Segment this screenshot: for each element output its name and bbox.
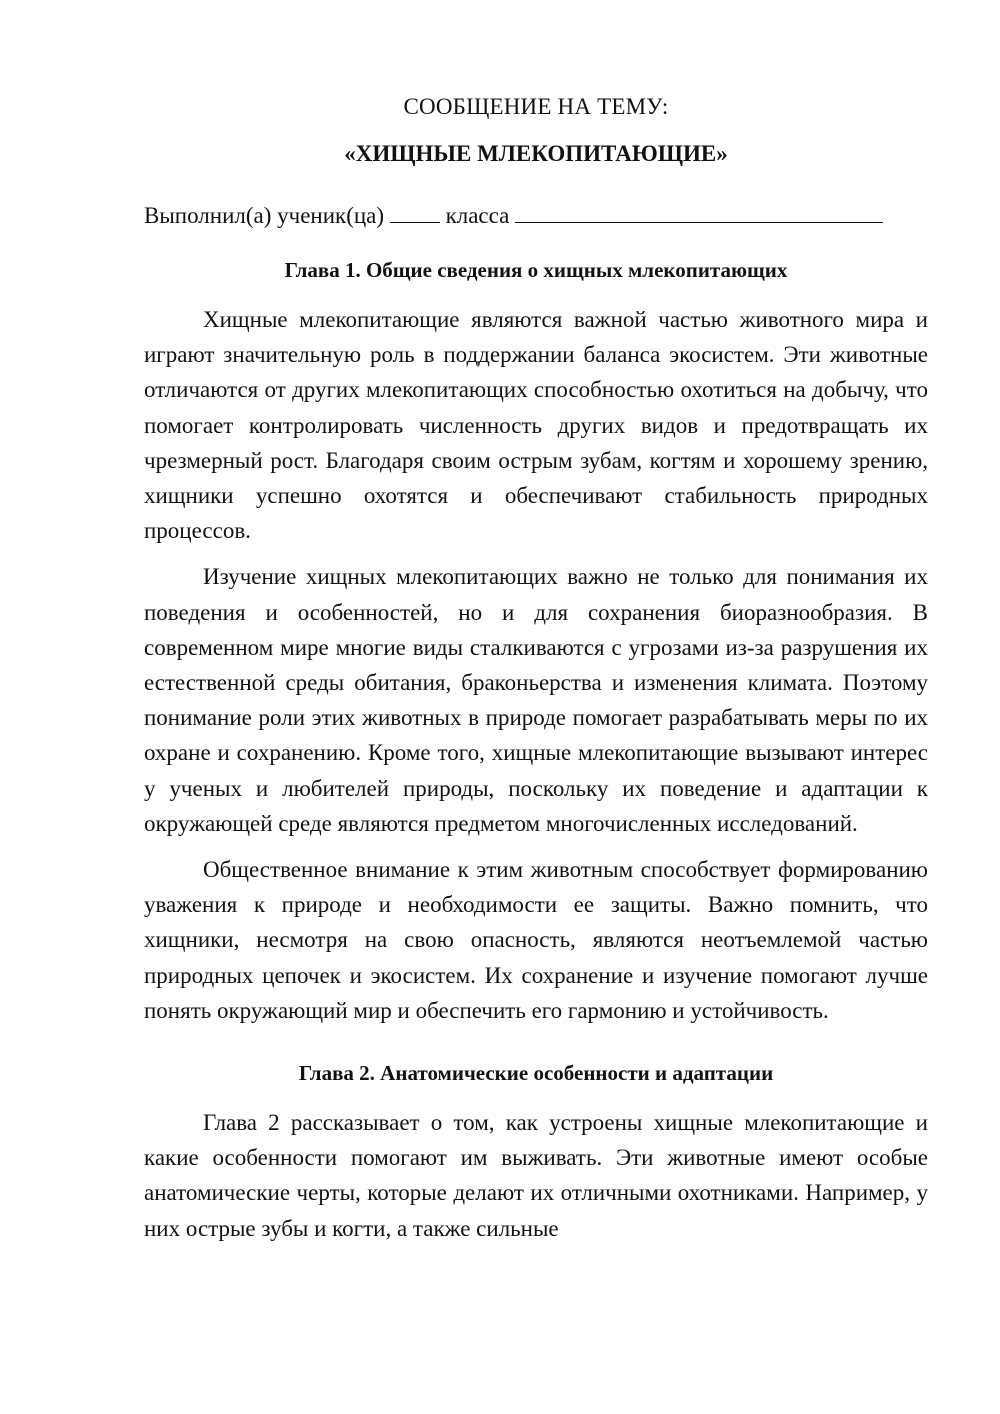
document-body — [144, 92, 928, 1246]
chapter-2-heading: Глава 2. Анатомические особенности и адаптации — [298, 1061, 774, 1086]
author-prefix: Выполнил(а) ученик(ца) — [144, 203, 385, 228]
chapter-1-heading: Глава 1. Общие сведения о хищных млекопитающих — [284, 258, 788, 282]
chapter-2-paragraph-1: Глава 2 рассказывает о том, как устроены хищные млекопитающие и какие особенности помогают им выживать. Эти животные имеют особые анатомические черты, которые делают их отличными охотниками. Например, у них острые зубы и когти, а также сильные — [144, 1110, 928, 1241]
author-middle: класса — [445, 203, 510, 228]
chapter-1-paragraph-1: Хищные млекопитающие являются важной частью животного мира и играют значительную роль в поддержании баланса экосистем. Эти животные отличаются от других млекопитающих способностью охотиться на добычу, что помогает контролировать численность других видов и предотвращать их чрезмерный рост. Благодаря своим острым зубам, когтям и хорошему зрению, хищники успешно охотятся и обеспечивают стабильность природных процессов. — [144, 307, 928, 544]
class-number-blank — [390, 202, 440, 223]
chapter-1-paragraph-3: Общественное внимание к этим животным способствует формированию уважения к природе и необходимости ее защиты. Важно помнить, что хищники, несмотря на свою опасность, являются неотъемлемой частью природных цепочек и экосистем. Их сохранение и изучение помогают лучше понять окружающий мир и обеспечить его гармонию и устойчивость. — [144, 857, 928, 1023]
student-name-blank — [515, 202, 883, 223]
chapter-1-paragraph-2: Изучение хищных млекопитающих важно не только для понимания их поведения и особенностей, но и для сохранения биоразнообразия. В современном мире многие виды сталкиваются с угрозами из-за разрушения их естественной среды обитания, браконьерства и изменения климата. Поэтому понимание роли этих животных в природе помогает разрабатывать меры по их охране и сохранению. Кроме того, хищные млекопитающие вызывают интерес у ученых и любителей природы, поскольку их поведение и адаптации к окружающей среде являются предметом многочисленных исследований. — [144, 564, 928, 836]
document-title-line-1: СООБЩЕНИЕ НА ТЕМУ: — [403, 94, 669, 119]
author-line — [144, 201, 928, 231]
document-title-line-2: «ХИЩНЫЕ МЛЕКОПИТАЮЩИЕ» — [344, 141, 728, 166]
